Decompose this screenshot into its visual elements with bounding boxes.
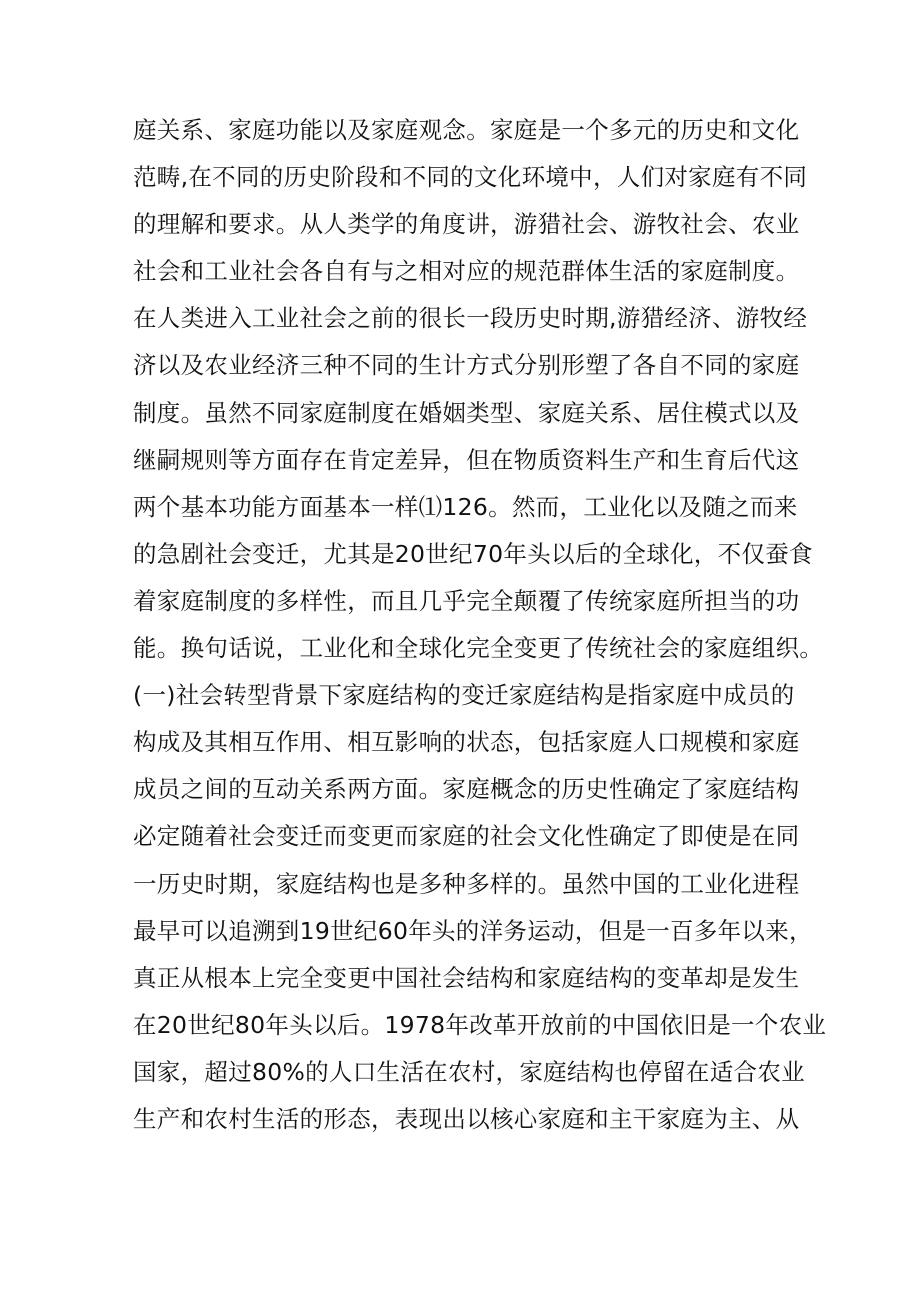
- text-line: 庭关系、家庭功能以及家庭观念。家庭是一个多元的历史和文化: [133, 116, 800, 144]
- text-line: 制度。虽然不同家庭制度在婚姻类型、家庭关系、居住模式以及: [133, 398, 800, 427]
- text-line: 最早可以追溯到19世纪60年头的洋务运动，但是一百多年以来，: [133, 916, 813, 945]
- text-line: 范畴,在不同的历史阶段和不同的文化环境中，人们对家庭有不同: [133, 163, 808, 192]
- text-line: 在人类进入工业社会之前的很长一段历史时期,游猎经济、游牧经: [133, 304, 808, 333]
- text-line: 能。换句话说，工业化和全球化完全变更了传统社会的家庭组织。: [133, 634, 824, 663]
- text-line: 真正从根本上完全变更中国社会结构和家庭结构的变革却是发生: [133, 963, 800, 992]
- text-line: 生产和农村生活的形态，表现出以核心家庭和主干家庭为主、从: [133, 1104, 800, 1133]
- text-line: 继嗣规则等方面存在肯定差异，但在物质资料生产和生育后代这: [133, 445, 800, 474]
- text-line: (一)社会转型背景下家庭结构的变迁家庭结构是指家庭中成员的: [133, 681, 795, 710]
- text-line: 构成及其相互作用、相互影响的状态，包括家庭人口规模和家庭: [133, 728, 800, 757]
- text-line: 成员之间的互动关系两方面。家庭概念的历史性确定了家庭结构: [133, 775, 800, 804]
- text-line: 社会和工业社会各自有与之相对应的规范群体生活的家庭制度。: [133, 257, 800, 286]
- text-line: 一历史时期，家庭结构也是多种多样的。虽然中国的工业化进程: [133, 869, 800, 898]
- text-line: 必定随着社会变迁而变更而家庭的社会文化性确定了即使是在同: [133, 822, 800, 851]
- text-line: 的急剧社会变迁，尤其是20世纪70年头以后的全球化，不仅蚕食: [133, 539, 813, 568]
- text-line: 着家庭制度的多样性，而且几乎完全颠覆了传统家庭所担当的功: [133, 586, 800, 615]
- text-line: 在20世纪80年头以后。1978年改革开放前的中国依旧是一个农业: [133, 1010, 827, 1039]
- text-line: 的理解和要求。从人类学的角度讲，游猎社会、游牧社会、农业: [133, 210, 800, 239]
- text-line: 济以及农业经济三种不同的生计方式分别形塑了各自不同的家庭: [133, 351, 800, 380]
- text-line: 两个基本功能方面基本一样⑴126。然而，工业化以及随之而来: [133, 492, 798, 521]
- text-line: 国家，超过80%的人口生活在农村，家庭结构也停留在适合农业: [133, 1057, 805, 1086]
- body-text: [133, 107, 827, 1143]
